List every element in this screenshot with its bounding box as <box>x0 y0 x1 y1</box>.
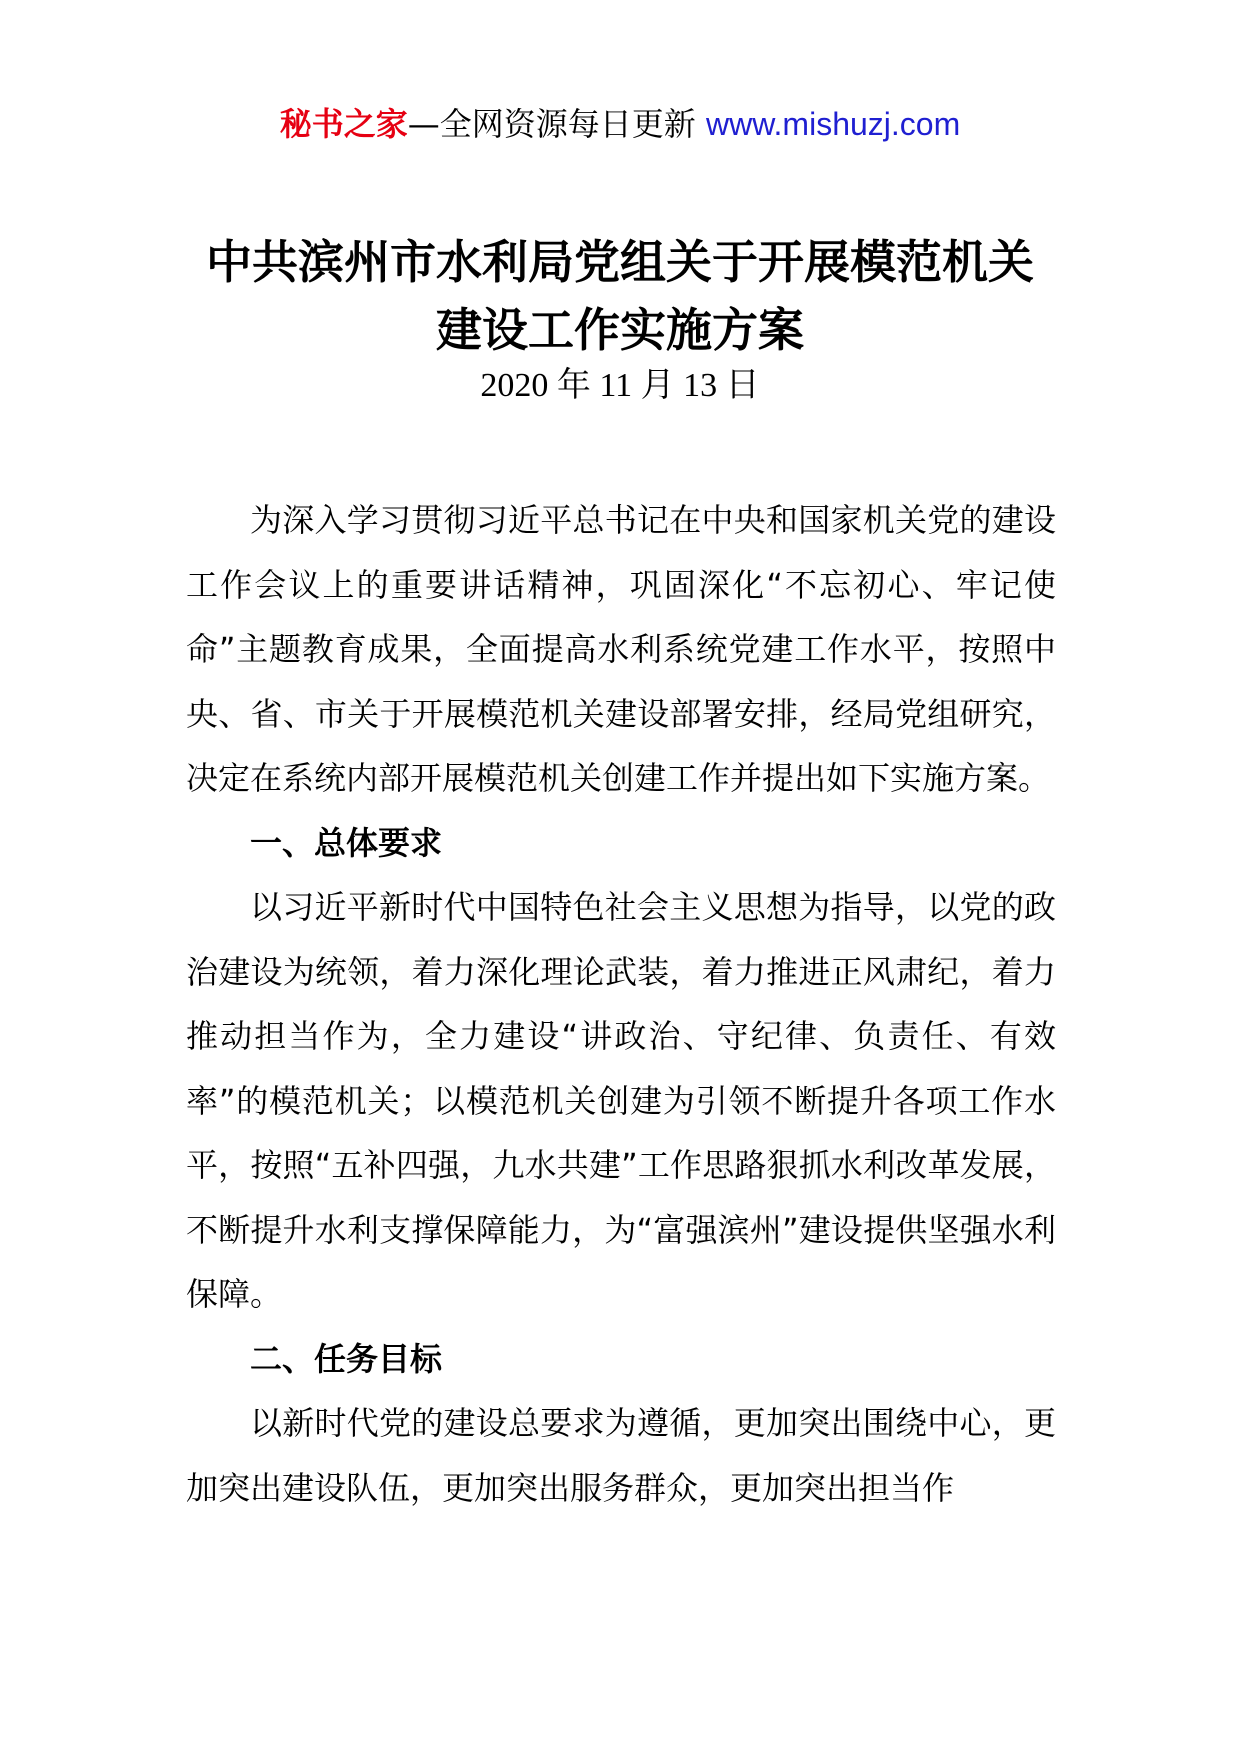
document-body <box>186 488 1056 1520</box>
section-1-heading: 一、总体要求 <box>250 823 443 862</box>
title-line-1: 中共滨州市水利局党组关于开展模范机关 <box>206 235 1034 289</box>
brand-name: 秘书之家 <box>279 105 408 143</box>
section-2-paragraph: 以新时代党的建设总要求为遵循，更加突出围绕中心，更加突出建设队伍，更加突出服务群众，更加突出担当作 <box>186 1404 1056 1507</box>
site-header <box>0 104 1240 144</box>
section-2-heading: 二、任务目标 <box>250 1339 443 1378</box>
title-line-2: 建设工作实施方案 <box>436 303 804 357</box>
section-1-paragraph: 以习近平新时代中国特色社会主义思想为指导，以党的政治建设为统领，着力深化理论武装，着力推进正风肃纪，着力推动担当作为，全力建设“讲政治、守纪律、负责任、有效率”的模范机关；以模范机关创建为引领不断提升各项工作水平，按照“五补四强，九水共建”工作思路狠抓水利改革发展，不断提升水利支撑保障能力，为“富强滨州”建设提供坚强水利保障。 <box>186 888 1056 1313</box>
site-url-link[interactable]: www.mishuzj.com <box>705 106 961 142</box>
document-title <box>0 228 1240 364</box>
header-tagline: —全网资源每日更新 <box>407 105 696 143</box>
intro-paragraph: 为深入学习贯彻习近平总书记在中央和国家机关党的建设工作会议上的重要讲话精神，巩固深化“不忘初心、牢记使命”主题教育成果，全面提高水利系统党建工作水平，按照中央、省、市关于开展模范机关建设部署安排，经局党组研究，决定在系统内部开展模范机关创建工作并提出如下实施方案。 <box>186 501 1056 797</box>
document-date: 2020 年 11 月 13 日 <box>480 367 760 404</box>
